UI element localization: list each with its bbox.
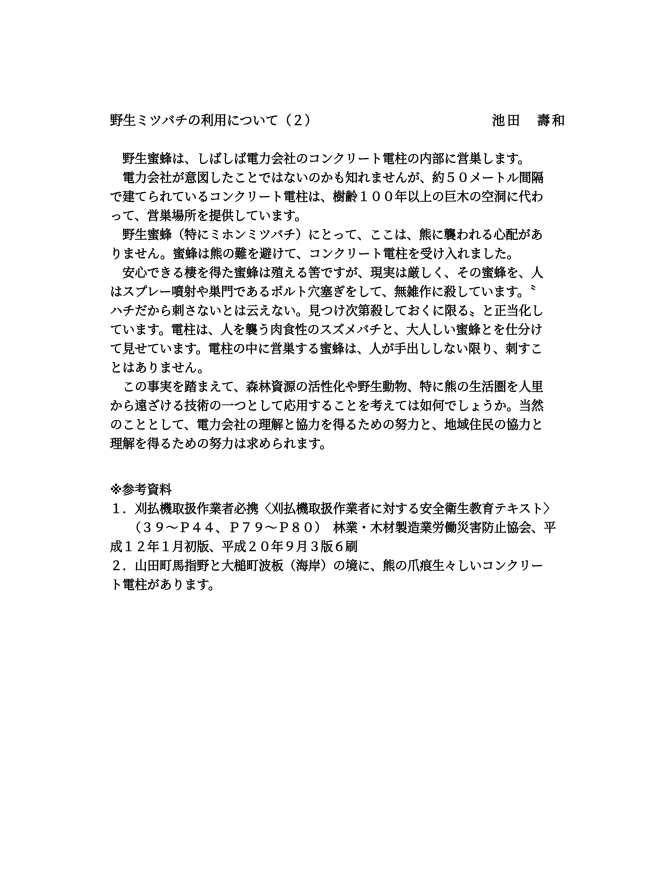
body-line: って、営巣場所を提供しています。 (110, 208, 308, 223)
reference-line: ト電柱があります。 (110, 577, 221, 592)
reference-line: ２．山田町馬指野と大槌町波板（海岸）の境に、熊の爪痕生々しいコンクリー (110, 558, 544, 573)
body-line: から遠ざける技術の一つとして応用することを考えては如何でしょうか。当然 (110, 398, 544, 413)
body-line: で建てられているコンクリート電柱は、樹齢１００年以上の巨木の空洞に代わ (110, 189, 544, 204)
body-line: 野生蜜蜂は、しばしば電力会社のコンクリート電柱の内部に営巣します。 (110, 151, 531, 166)
reference-line: 成１２年１月初版、平成２０年９月３版６刷 (110, 539, 358, 554)
reference-line: １．刈払機取扱作業者必携〈刈払機取扱作業者に対する安全衛生教育テキスト〉 (110, 501, 556, 516)
body-line: この事実を踏まえて、森林資源の活性化や野生動物、特に熊の生活圏を人里 (110, 379, 544, 394)
body-line: のこととして、電力会社の理解と協力を得るための努力と、地域住民の協力と (110, 417, 544, 432)
body-line: ハチだから刺さないとは云えない。見つけ次第殺しておくに限る〟と正当化し (110, 303, 544, 318)
references-section (110, 480, 557, 594)
body-line: 電力会社が意図したことではないのかも知れませんが、約５０メートル間隔 (110, 170, 544, 185)
body-line: はスプレー噴射や巣門であるボルト穴塞ぎをして、無雑作に殺しています。〝 (110, 284, 536, 299)
body-line: りません。蜜蜂は熊の難を避けて、コンクリート電柱を受け入れました。 (110, 246, 520, 261)
body-line: ています。電柱は、人を襲う肉食性のスズメバチと、大人しい蜜蜂とを仕分け (110, 322, 543, 337)
author-name: 池田 壽和 (492, 114, 568, 129)
references-heading: ※参考資料 (110, 482, 172, 497)
reference-line: （３９～Ｐ４４、Ｐ７９～Ｐ８０） 林業・木材製造業労働災害防止協会、平 (110, 520, 557, 535)
body-line: とはありません。 (110, 360, 210, 375)
body-text (110, 149, 550, 453)
body-line: て見せています。電柱の中に営巣する蜜蜂は、人が手出ししない限り、刺すこ (110, 341, 543, 356)
document-title: 野生ミツバチの利用について（２） (110, 114, 318, 129)
header-row (110, 112, 568, 132)
body-line: 安心できる棲を得た蜜蜂は殖える筈ですが、現実は厳しく、その蜜蜂を、人 (110, 265, 544, 280)
body-line: 理解を得るための努力は求められます。 (110, 436, 333, 451)
body-line: 野生蜜蜂（特にミホンミツバチ）にとって、ここは、熊に襲われる心配があ (110, 227, 543, 242)
